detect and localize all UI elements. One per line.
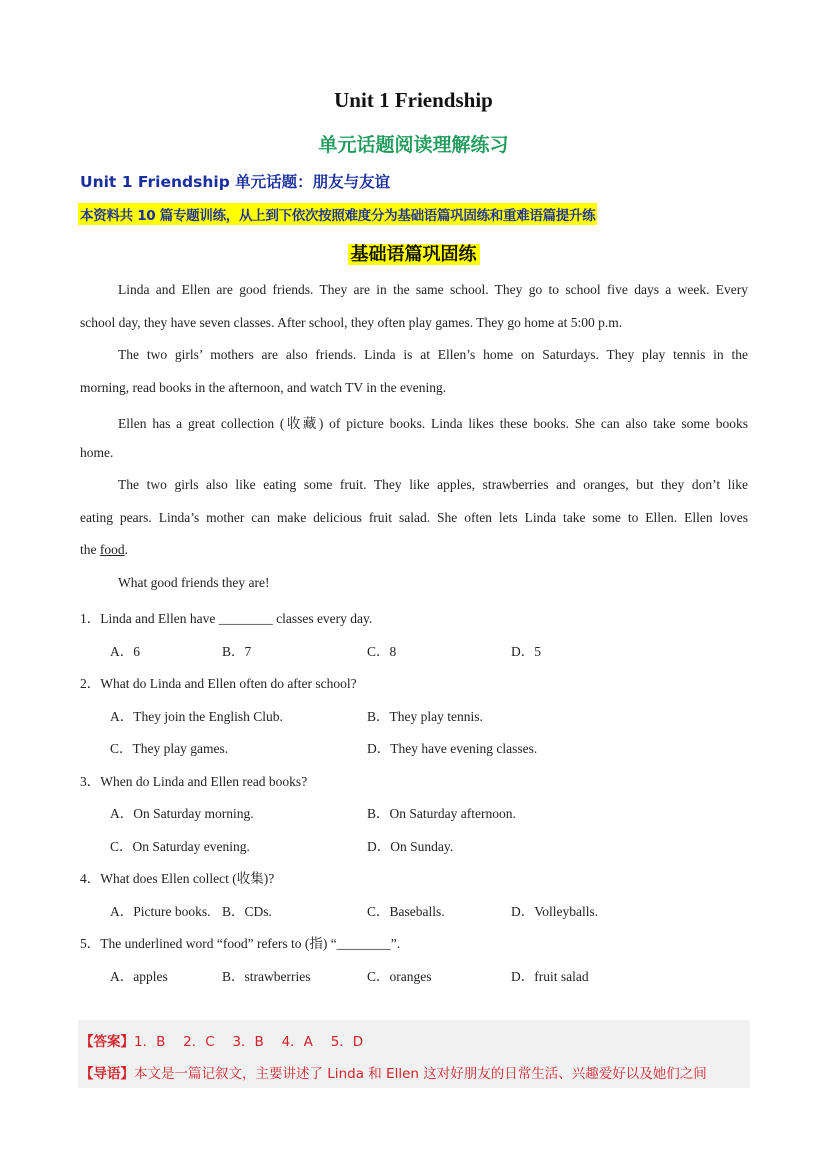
option[interactable]: D．fruit salad bbox=[511, 969, 589, 984]
passage-line: Linda and Ellen are good friends. They are in the same school. They go to school five days a week. Every bbox=[118, 282, 748, 297]
option[interactable]: A．apples bbox=[110, 969, 168, 984]
option[interactable]: D．Volleyballs. bbox=[511, 904, 599, 919]
passage-line: morning, read books in the afternoon, and watch TV in the evening. bbox=[80, 380, 447, 395]
question-stem: 3．When do Linda and Ellen read books? bbox=[80, 774, 308, 789]
option[interactable]: C．On Saturday evening. bbox=[110, 839, 250, 854]
question-stem: 1．Linda and Ellen have ________ classes every day. bbox=[80, 611, 373, 626]
option[interactable]: B．strawberries bbox=[222, 969, 311, 984]
topic-line: Unit 1 Friendship 单元话题：朋友与友谊 bbox=[80, 173, 391, 191]
question-stem: 5．The underlined word “food” refers to (指) “________”. bbox=[80, 936, 401, 951]
section-heading-text: 基础语篇巩固练 bbox=[348, 244, 480, 265]
option[interactable]: C．They play games. bbox=[110, 741, 229, 756]
option[interactable]: B．On Saturday afternoon. bbox=[367, 806, 516, 821]
option[interactable]: D．5 bbox=[511, 644, 541, 659]
page-subtitle: 单元话题阅读理解练习 bbox=[318, 134, 509, 156]
guide-line bbox=[80, 1062, 707, 1082]
passage-line: home. bbox=[80, 445, 114, 460]
answer-text: 1．B 2．C 3．B 4．A 5．D bbox=[134, 1034, 364, 1050]
question-stem: 2．What do Linda and Ellen often do after school? bbox=[80, 676, 357, 691]
passage-line: The two girls’ mothers are also friends. Linda is at Ellen’s home on Saturdays. They play tennis in the bbox=[118, 347, 748, 362]
option[interactable]: A．Picture books. bbox=[110, 904, 211, 919]
passage-line: Ellen has a great collection (收藏) of picture books. Linda likes these books. She can also take some books bbox=[118, 416, 748, 431]
passage-line: school day, they have seven classes. After school, they often play games. They go home at 5:00 p.m. bbox=[80, 315, 623, 330]
passage-line bbox=[80, 542, 748, 558]
passage-line: eating pears. Linda’s mother can make delicious fruit salad. She often lets Linda take some to Ellen. Ellen loves bbox=[80, 510, 748, 525]
option[interactable]: C．oranges bbox=[367, 969, 432, 984]
option[interactable]: B．7 bbox=[222, 644, 252, 659]
option[interactable]: A．They join the English Club. bbox=[110, 709, 283, 724]
notice-banner: 本资料共 10 篇专题训练，从上到下依次按照难度分为基础语篇巩固练和重难语篇提升练 bbox=[78, 203, 597, 225]
passage-line: The two girls also like eating some fruit. They like apples, strawberries and oranges, but they don’t like bbox=[118, 477, 748, 492]
option[interactable]: D．They have evening classes. bbox=[367, 741, 538, 756]
option[interactable]: B．CDs. bbox=[222, 904, 272, 919]
answer-line bbox=[80, 1030, 363, 1050]
answer-label: 【答案】 bbox=[80, 1034, 134, 1050]
guide-text: 本文是一篇记叙文，主要讲述了 Linda 和 Ellen 这对好朋友的日常生活、兴趣爱好以及她们之间 bbox=[134, 1066, 707, 1082]
passage-text: . bbox=[124, 542, 128, 557]
guide-label: 【导语】 bbox=[80, 1066, 134, 1082]
section-heading bbox=[0, 240, 827, 266]
option[interactable]: C．8 bbox=[367, 644, 397, 659]
option[interactable]: A．On Saturday morning. bbox=[110, 806, 254, 821]
underlined-word: food bbox=[99, 542, 125, 557]
option[interactable]: D．On Sunday. bbox=[367, 839, 454, 854]
option[interactable]: C．Baseballs. bbox=[367, 904, 445, 919]
option[interactable]: A．6 bbox=[110, 644, 140, 659]
question-stem: 4．What does Ellen collect (收集)? bbox=[80, 871, 275, 886]
option[interactable]: B．They play tennis. bbox=[367, 709, 483, 724]
passage-line: What good friends they are! bbox=[118, 575, 270, 590]
passage-text: the bbox=[80, 542, 100, 557]
page-title: Unit 1 Friendship bbox=[334, 88, 493, 112]
